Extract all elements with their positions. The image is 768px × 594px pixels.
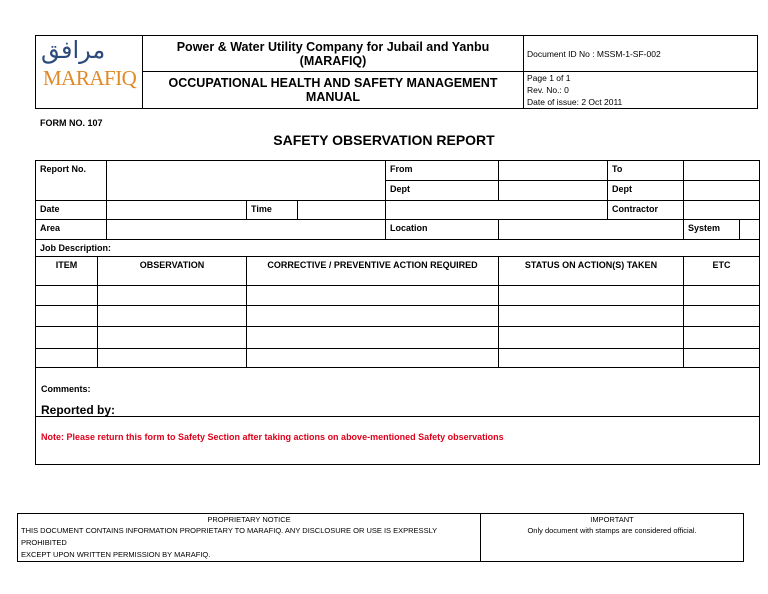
proprietary-notice	[18, 514, 481, 562]
observation-cell[interactable]	[98, 349, 247, 368]
manual-title: OCCUPATIONAL HEALTH AND SAFETY MANAGEMENT MANUAL	[143, 72, 524, 109]
date-label: Date	[36, 201, 107, 220]
dept2-field[interactable]	[684, 181, 760, 201]
form-number: FORM NO. 107	[40, 118, 103, 128]
revision-number: Rev. No.: 0	[527, 85, 569, 95]
corrective-action-cell[interactable]	[247, 286, 499, 306]
proprietary-notice-line1: THIS DOCUMENT CONTAINS INFORMATION PROPRIETARY TO MARAFIQ. ANY DISCLOSURE OR USE IS EXPRESSLY PROHIBITED	[21, 526, 438, 547]
job-description-label: Job Description:	[40, 243, 112, 253]
item-cell[interactable]	[36, 306, 98, 327]
from-field[interactable]	[499, 161, 608, 181]
system-field[interactable]	[740, 220, 760, 240]
item-cell[interactable]	[36, 327, 98, 349]
logo-english-text: MARAFIQ	[43, 66, 137, 90]
report-no-label: Report No.	[36, 161, 107, 201]
column-header-status: STATUS ON ACTION(S) TAKEN	[499, 257, 684, 286]
status-cell[interactable]	[499, 306, 684, 327]
job-description-field[interactable]	[36, 240, 760, 257]
area-field[interactable]	[107, 220, 386, 240]
observation-cell[interactable]	[98, 327, 247, 349]
area-label: Area	[36, 220, 107, 240]
logo	[36, 36, 143, 109]
important-title: IMPORTANT	[590, 515, 634, 524]
table-row	[36, 306, 760, 327]
status-cell[interactable]	[499, 286, 684, 306]
proprietary-notice-line2: EXCEPT UPON WRITTEN PERMISSION BY MARAFIQ.	[21, 550, 211, 559]
column-header-etc: ETC	[684, 257, 760, 286]
system-label: System	[684, 220, 740, 240]
reported-by-label: Reported by:	[41, 403, 116, 417]
corrective-action-cell[interactable]	[247, 349, 499, 368]
page-number: Page 1 of 1	[527, 73, 571, 83]
document-header	[35, 35, 758, 109]
etc-cell[interactable]	[684, 306, 760, 327]
comments-label: Comments:	[41, 384, 91, 394]
location-field[interactable]	[499, 220, 684, 240]
footer-notice	[17, 513, 744, 562]
item-cell[interactable]	[36, 286, 98, 306]
date-of-issue: Date of issue: 2 Oct 2011	[527, 97, 623, 107]
comments-field[interactable]	[36, 368, 760, 417]
time-field[interactable]	[298, 201, 386, 220]
status-cell[interactable]	[499, 327, 684, 349]
important-text: Only document with stamps are considered official.	[527, 526, 697, 535]
time-field-extended[interactable]	[386, 201, 608, 220]
column-header-observation: OBSERVATION	[98, 257, 247, 286]
return-note: Note: Please return this form to Safety Section after taking actions on above-mentioned Safety observations	[41, 432, 504, 442]
contractor-label: Contractor	[608, 201, 684, 220]
logo-arabic-text: مرافق	[41, 36, 106, 64]
table-row	[36, 286, 760, 306]
observation-form	[35, 160, 760, 465]
table-row	[36, 349, 760, 368]
date-field[interactable]	[107, 201, 247, 220]
item-cell[interactable]	[36, 349, 98, 368]
to-label: To	[608, 161, 684, 181]
observation-cell[interactable]	[98, 286, 247, 306]
corrective-action-cell[interactable]	[247, 327, 499, 349]
dept-label: Dept	[386, 181, 499, 201]
proprietary-notice-title: PROPRIETARY NOTICE	[207, 515, 291, 524]
corrective-action-cell[interactable]	[247, 306, 499, 327]
document-id: Document ID No : MSSM-1-SF-002	[524, 36, 758, 72]
report-title: SAFETY OBSERVATION REPORT	[273, 132, 495, 148]
to-field[interactable]	[684, 161, 760, 181]
from-label: From	[386, 161, 499, 181]
etc-cell[interactable]	[684, 349, 760, 368]
dept-field[interactable]	[499, 181, 608, 201]
company-name: Power & Water Utility Company for Jubail and Yanbu (MARAFIQ)	[143, 36, 524, 72]
observation-cell[interactable]	[98, 306, 247, 327]
dept2-label: Dept	[608, 181, 684, 201]
location-label: Location	[386, 220, 499, 240]
important-notice	[481, 514, 744, 562]
etc-cell[interactable]	[684, 286, 760, 306]
table-row	[36, 327, 760, 349]
status-cell[interactable]	[499, 349, 684, 368]
column-header-item: ITEM	[36, 257, 98, 286]
etc-cell[interactable]	[684, 327, 760, 349]
contractor-field[interactable]	[684, 201, 760, 220]
report-no-field[interactable]	[107, 161, 386, 201]
column-header-corrective-action: CORRECTIVE / PREVENTIVE ACTION REQUIRED	[247, 257, 499, 286]
time-label: Time	[247, 201, 298, 220]
